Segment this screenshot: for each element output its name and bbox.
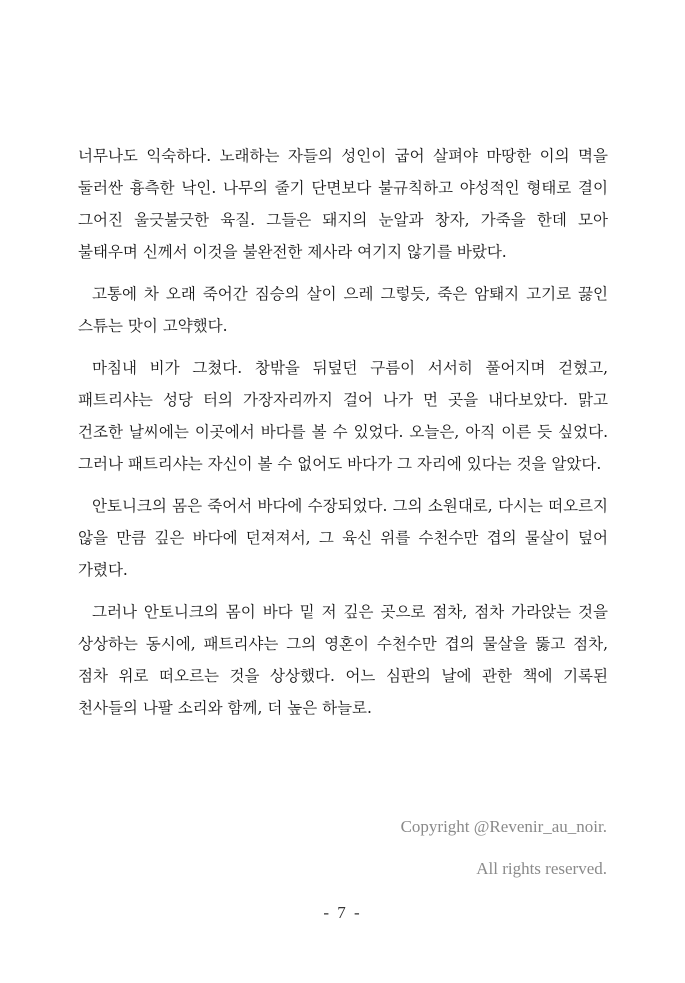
- page-number: - 7 -: [323, 903, 362, 922]
- copyright-line: Copyright @Revenir_au_noir.: [400, 817, 607, 836]
- paragraph-2: 고통에 차 오래 죽어간 짐승의 살이 으레 그렇듯, 죽은 암퇘지 고기로 끓인 스튜는 맛이 고약했다.: [78, 285, 608, 335]
- paragraph-1: 너무나도 익숙하다. 노래하는 자들의 성인이 굽어 살펴야 마땅한 이의 멱을 둘러싼 흉측한 낙인. 나무의 줄기 단면보다 불규칙하고 야성적인 형태로 결이 그어진 울긋불긋한 육질. 그들은 돼지의 눈알과 창자, 가죽을 한데 모아 불태우며 신께서 이것을 불완전한 제사라 여기지 않기를 바랐다.: [78, 147, 608, 261]
- rights-line: All rights reserved.: [476, 859, 607, 878]
- paragraph-4: 안토니크의 몸은 죽어서 바다에 수장되었다. 그의 소원대로, 다시는 떠오르지 않을 만큼 깊은 바다에 던져져서, 그 육신 위를 수천수만 겹의 물살이 덮어 가렸다.: [78, 497, 608, 579]
- body-text: [78, 140, 608, 734]
- copyright-notice: [401, 806, 607, 890]
- paragraph-3: 마침내 비가 그쳤다. 창밖을 뒤덮던 구름이 서서히 풀어지며 걷혔고, 패트리샤는 성당 터의 가장자리까지 걸어 나가 먼 곳을 내다보았다. 맑고 건조한 날씨에는 이곳에서 바다를 볼 수 있었다. 오늘은, 아직 이른 듯 싶었다. 그러나 패트리샤는 자신이 볼 수 없어도 바다가 그 자리에 있다는 것을 알았다.: [78, 359, 608, 473]
- paragraph-5: 그러나 안토니크의 몸이 바다 밑 저 깊은 곳으로 점차, 점차 가라앉는 것을 상상하는 동시에, 패트리샤는 그의 영혼이 수천수만 겹의 물살을 뚫고 점차, 점차 위로 떠오르는 것을 상상했다. 어느 심판의 날에 관한 책에 기록된 천사들의 나팔 소리와 함께, 더 높은 하늘로.: [78, 603, 608, 717]
